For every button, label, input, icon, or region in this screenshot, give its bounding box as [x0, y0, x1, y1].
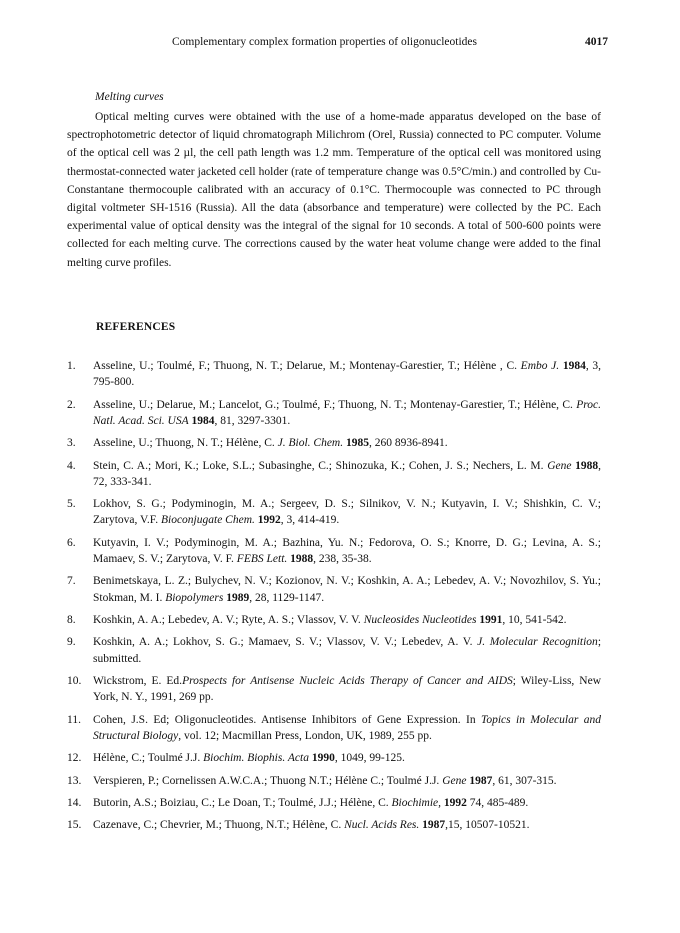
reference-number: 5.: [67, 498, 76, 511]
reference-authors: Kutyavin, I. V.; Podyminogin, M. A.; Bazhina, Yu. N.; Fedorova, O. S.; Knorre, D. G.; Levina, A. S.; Mamaev, S. V.; Zarytova, V. F.: [93, 536, 601, 565]
page-number: 4017: [585, 36, 608, 48]
reference-authors: Asseline, U.; Delarue, M.; Lancelot, G.; Toulmé, F.; Thuong, N. T.; Montenay-Garestier, T.; Hélène, C.: [93, 398, 577, 411]
running-header: [0, 36, 680, 56]
reference-details: , 81, 3297-3301.: [214, 414, 291, 427]
reference-details: , vol. 12; Macmillan Press, London, UK, 1989, 255 pp.: [178, 729, 432, 742]
reference-authors: Koshkin, A. A.; Lebedev, A. V.; Ryte, A. S.; Vlassov, V. V.: [93, 613, 364, 626]
reference-journal: Prospects for Antisense Nucleic Acids Therapy of Cancer and AIDS: [182, 674, 513, 687]
reference-year: 1985: [343, 437, 369, 450]
reference-item: [67, 750, 601, 766]
reference-item: [67, 496, 601, 528]
reference-journal: Gene: [547, 459, 572, 472]
reference-year: 1992: [441, 796, 467, 809]
reference-year: 1984: [559, 360, 586, 372]
reference-journal: Bioconjugate Chem.: [160, 514, 255, 527]
reference-authors: Butorin, A.S.; Boiziau, C.; Le Doan, T.; Toulmé, J.J.; Hélène, C.: [93, 796, 392, 809]
reference-authors: Wickstrom, E. Ed.: [93, 674, 183, 687]
reference-details: , 28, 1129-1147.: [249, 591, 325, 604]
reference-details: , 3, 414-419.: [280, 514, 340, 527]
reference-details: , 3, 795-800.: [93, 360, 601, 389]
reference-item: [67, 712, 601, 744]
reference-year: 1987: [419, 819, 446, 832]
reference-details: , 61, 307-315.: [492, 774, 557, 787]
reference-year: 1988: [287, 552, 314, 565]
reference-number: 2.: [67, 398, 76, 411]
reference-authors: Lokhov, S. G.; Podyminogin, M. A.; Sergeev, D. S.; Silnikov, V. N.; Kutyavin, I. V.; Shishkin, C. V.; Zarytova, V.F.: [93, 498, 601, 527]
reference-year: 1990: [308, 752, 335, 765]
reference-number: 12.: [67, 752, 82, 765]
reference-number: 8.: [67, 613, 76, 626]
reference-journal: Topics in Molecular and Structural Biology: [93, 713, 601, 742]
reference-journal: FEBS Lett.: [236, 552, 288, 565]
reference-authors: Benimetskaya, L. Z.; Bulychev, N. V.; Kozionov, N. V.; Koshkin, A. A.; Lebedev, A. V.; Novozhilov, S. Yu.; Stokman, M. I.: [93, 575, 601, 604]
reference-authors: Stein, C. A.; Mori, K.; Loke, S.L.; Subasinghe, C.; Shinozuka, K.; Cohen, J. S.; Nechers, L. M.: [93, 459, 548, 472]
reference-details: , 260 8936-8941.: [368, 437, 448, 450]
reference-authors: Asseline, U.; Toulmé, F.; Thuong, N. T.; Delarue, M.; Montenay-Garestier, T.; Hélène , C.: [93, 360, 521, 372]
reference-number: 13.: [67, 774, 82, 787]
reference-item: [67, 773, 601, 789]
reference-number: 10.: [67, 674, 82, 687]
reference-journal: J. Biol. Chem.: [277, 437, 344, 450]
reference-details: 74, 485-489.: [466, 796, 529, 809]
reference-number: 6.: [67, 536, 76, 549]
reference-journal: Biochimie,: [391, 796, 441, 809]
reference-details: , 238, 35-38.: [313, 552, 372, 565]
reference-year: 1987: [466, 774, 493, 787]
reference-details: , 10, 541-542.: [502, 613, 567, 626]
reference-item: [67, 358, 601, 390]
reference-item: [67, 817, 601, 833]
reference-item: [67, 397, 601, 429]
reference-item: [67, 673, 601, 705]
reference-number: 4.: [67, 459, 76, 472]
reference-year: 1984: [188, 414, 215, 427]
reference-item: [67, 535, 601, 567]
reference-authors: Cazenave, C.; Chevrier, M.; Thuong, N.T.; Hélène, C.: [93, 819, 345, 832]
reference-year: 1992: [254, 514, 281, 527]
reference-item: [67, 435, 601, 451]
reference-details: ,15, 10507-10521.: [445, 819, 530, 832]
reference-journal: J. Molecular Recognition: [477, 636, 598, 649]
reference-year: 1989: [223, 591, 250, 604]
reference-number: 14.: [67, 796, 82, 809]
reference-year: 1988: [571, 459, 599, 472]
reference-journal: Biochim. Biophis. Acta: [203, 752, 309, 765]
reference-number: 9.: [67, 636, 76, 649]
section-heading: Melting curves: [95, 91, 164, 103]
reference-authors: Asseline, U.; Thuong, N. T.; Hélène, C.: [93, 437, 278, 450]
reference-details: ; Wiley-Liss, New York, N. Y., 1991, 269 pp.: [93, 674, 602, 704]
reference-journal: Proc. Natl. Acad. Sci. USA: [93, 398, 601, 427]
reference-number: 15.: [67, 819, 82, 832]
reference-journal: Nucleosides Nucleotides: [363, 613, 477, 626]
references-heading: REFERENCES: [96, 321, 176, 333]
reference-authors: Hélène, C.; Toulmé J.J.: [93, 752, 204, 765]
reference-list: [67, 358, 601, 840]
reference-number: 11.: [67, 713, 81, 726]
reference-details: ; submitted.: [93, 636, 602, 665]
reference-journal: Gene: [442, 774, 467, 787]
reference-item: [67, 458, 601, 490]
reference-journal: Embo J.: [520, 360, 560, 372]
reference-journal: Nucl. Acids Res.: [344, 819, 420, 832]
reference-authors: Verspieren, P.; Cornelissen A.W.C.A.; Thuong N.T.; Hélène C.; Toulmé J.J.: [93, 774, 443, 787]
body-paragraph: [67, 108, 601, 272]
reference-number: 3.: [67, 437, 76, 450]
reference-number: 1.: [67, 360, 76, 372]
reference-authors: Cohen, J.S. Ed; Oligonucleotides. Antisense Inhibitors of Gene Expression. In: [93, 713, 482, 726]
reference-authors: Koshkin, A. A.; Lokhov, S. G.; Mamaev, S. V.; Vlassov, V. V.; Lebedev, A. V.: [93, 636, 478, 649]
paragraph-text: Optical melting curves were obtained with the use of a home-made apparatus developed on the base of spectrophotometric detector of liquid chromatograph Milichrom (Orel, Russia) connected to PC computer. Volume of the optical cell was 2 µl, the cell path length was 1.2 mm. Temperature of the optical cell was monitored using thermostat-connected water jacketed cell holder (rate of temperature change was 0.5°C/min.) and controlled by Cu-Constantane thermocouple calibrated with an accuracy of 0.1°C. Thermocouple was connected to PC through digital voltmeter SH-1516 (Russia). All the data (absorbance and temperature) were collected by the PC. Each experimental value of optical density was the integral of the signal for 10 seconds. A total of 500-600 points were collected for each melting curve. The corrections caused by the water heat volume change were added to the final melting curve profiles.: [67, 111, 601, 269]
reference-details: , 72, 333-341.: [93, 459, 602, 488]
reference-item: [67, 634, 601, 666]
reference-item: [67, 795, 601, 811]
reference-details: , 1049, 99-125.: [334, 752, 405, 765]
running-title: Complementary complex formation properties of oligonucleotides: [172, 36, 477, 48]
reference-number: 7.: [67, 575, 76, 588]
reference-item: [67, 573, 601, 605]
reference-year: 1991: [476, 613, 503, 626]
reference-journal: Biopolymers: [165, 591, 224, 604]
reference-item: [67, 612, 601, 628]
